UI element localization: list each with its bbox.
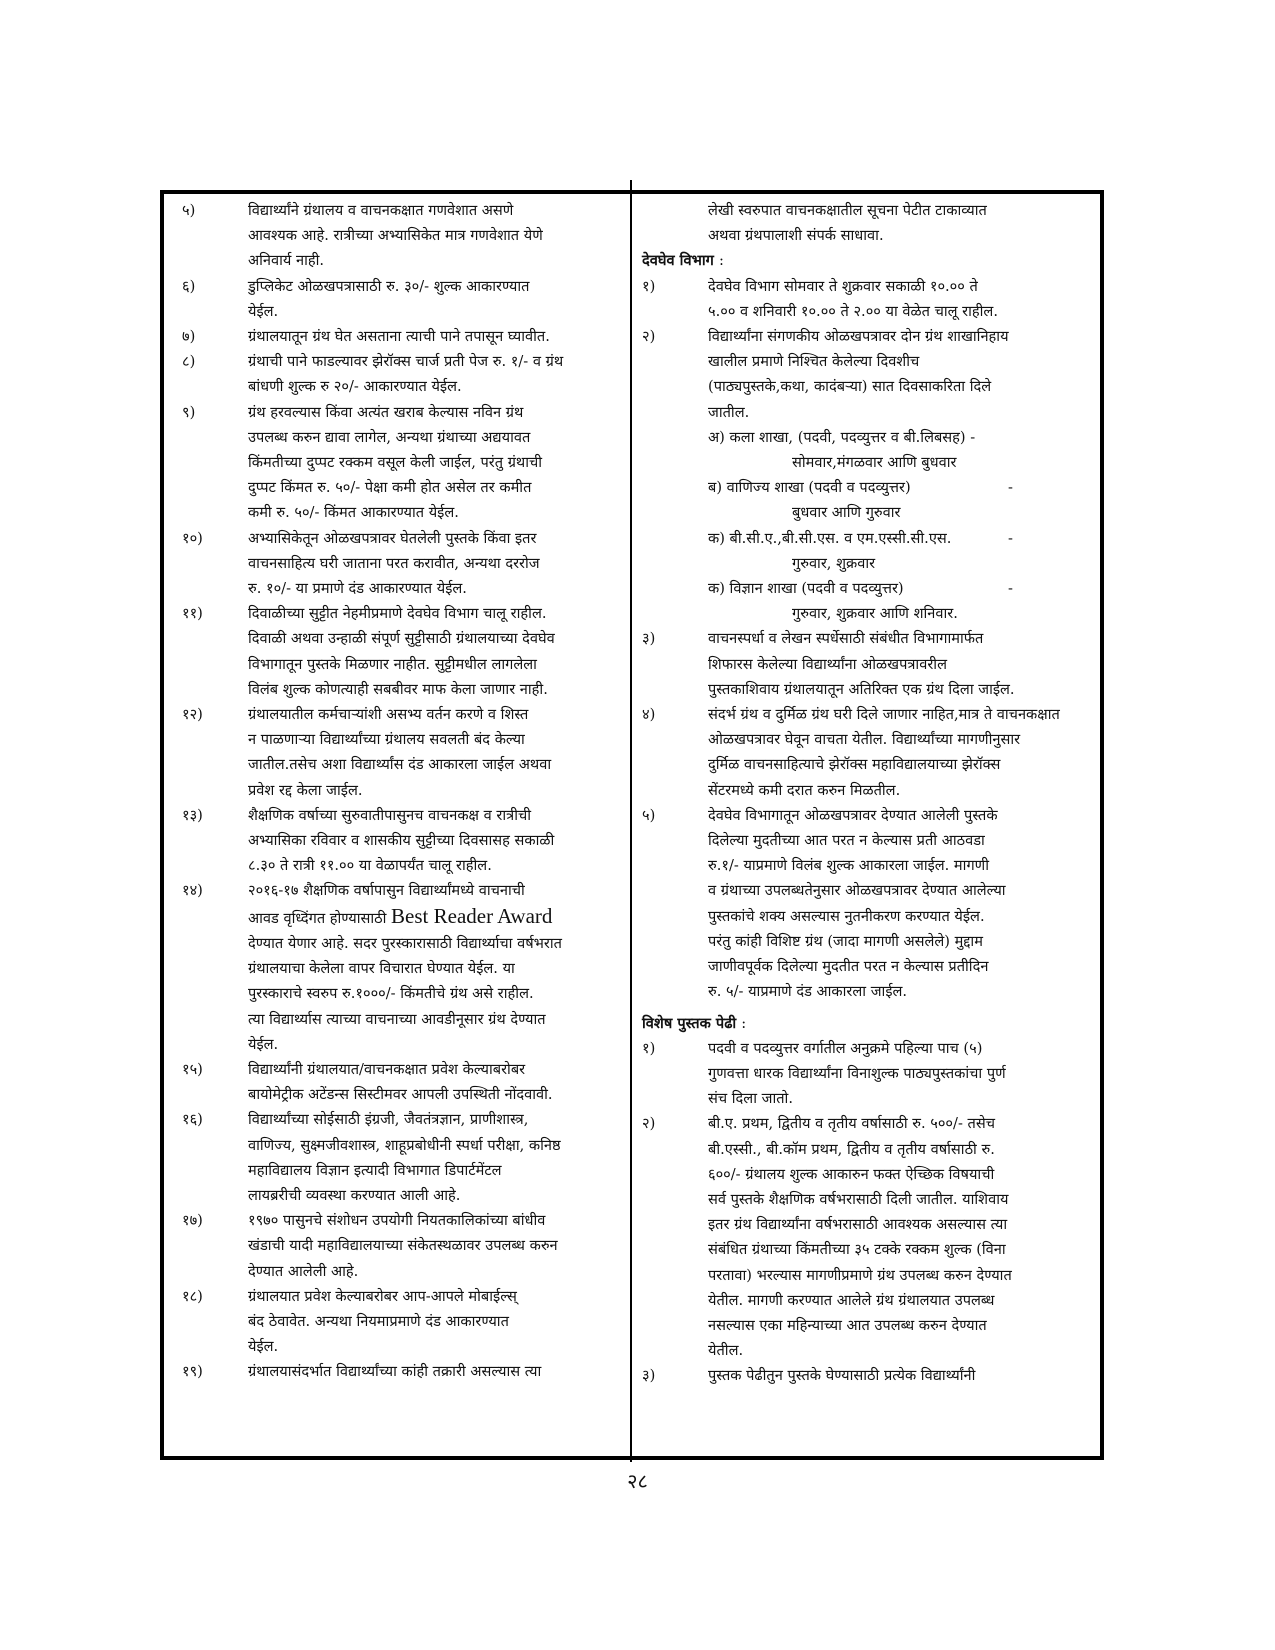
item-number: १४) (182, 882, 203, 900)
text-line: देण्यात आलेली आहे. (248, 1262, 359, 1280)
text-line: पुस्तकाशिवाय ग्रंथालयातून अतिरिक्त एक ग्रंथ दिला जाईल. (708, 680, 1015, 698)
text-line: विद्यार्थ्यांने ग्रंथालय व वाचनकक्षात गणवेशात असणे (248, 202, 514, 219)
sub-item-dash: - (1008, 529, 1013, 547)
text-line: १९७० पासुनचे संशोधन उपयोगी नियतकालिकांच्या बांधीव (248, 1212, 546, 1230)
item-text (708, 702, 1082, 803)
item-text (248, 324, 620, 349)
item-text (248, 803, 620, 879)
list-item (182, 702, 620, 803)
column-divider (630, 180, 632, 1462)
text-line: २०१६-१७ शैक्षणिक वर्षापासुन विद्यार्थ्यांमध्ये वाचनाची (248, 882, 525, 900)
text-line: दिवाळी अथवा उन्हाळी संपूर्ण सुट्टीसाठी ग्रंथालयाच्या देवघेव (248, 630, 555, 648)
text-line: डुप्लिकेट ओळखपत्रासाठी रु. ३०/- शुल्क आकारण्यात (248, 277, 530, 295)
text-line: जातील.तसेच अशा विद्यार्थ्यांस दंड आकारला जाईल अथवा (248, 756, 552, 774)
text-line: येतील. (708, 1342, 744, 1360)
text-line: ५.०० व शनिवारी १०.०० ते २.०० या वेळेत चालू राहील. (708, 302, 998, 320)
text-line: व ग्रंथाच्या उपलब्धतेनुसार ओळखपत्रावर देण्यात आलेल्या (708, 882, 1006, 900)
text-line: ग्रंथालयासंदर्भात विद्यार्थ्यांच्या कांही तक्रारी असल्यास त्या (248, 1363, 542, 1381)
text-line: न पाळणाऱ्या विद्यार्थ्यांच्या ग्रंथालय सवलती बंद केल्या (248, 731, 525, 749)
text-line: सर्व पुस्तके शैक्षणिक वर्षभरासाठी दिली जातील. याशिवाय (708, 1190, 1009, 1208)
sub-item (642, 475, 1082, 500)
list-item (182, 274, 620, 324)
item-text (248, 198, 620, 274)
text-line: संच दिला जातो. (708, 1090, 793, 1108)
text-line: ८.३० ते रात्री ११.०० या वेळापर्यंत चालू राहील. (248, 857, 492, 875)
item-text (248, 878, 620, 1056)
text-line: सेंटरमध्ये कमी दरात करुन मिळतील. (708, 781, 901, 799)
text-line: जातील. (708, 403, 750, 421)
text-line: लायब्ररीची व्यवस्था करण्यात आली आहे. (248, 1186, 461, 1204)
left-column (182, 198, 620, 1385)
item-number: ८) (182, 353, 196, 371)
sub-item-dash (1008, 425, 1028, 450)
list-item (182, 1208, 620, 1284)
text-line: दुप्पट किंमत रु. ५०/- पेक्षा कमी होत असेल तर कमीत (248, 479, 532, 497)
item-text (248, 1057, 620, 1107)
text-line: पुस्तक पेढीतुन पुस्तके घेण्यासाठी प्रत्येक विद्यार्थ्यांनी (708, 1367, 976, 1385)
text-line: उपलब्ध करुन द्यावा लागेल, अन्यथा ग्रंथाच्या अद्ययावत (248, 428, 531, 446)
item-text (708, 1036, 1082, 1112)
item-number: ६) (182, 277, 196, 295)
text-line: ग्रंथाची पाने फाडल्यावर झेरॉक्स चार्ज प्रती पेज रु. १/- व ग्रंथ (248, 353, 564, 371)
text-line: संदर्भ ग्रंथ व दुर्मिळ ग्रंथ घरी दिले जाणार नाहित,मात्र ते वाचनकक्षात (708, 706, 1060, 724)
item-number: १९) (182, 1363, 203, 1381)
item-text (248, 274, 620, 324)
text-line: खंडाची यादी महाविद्यालयाच्या संकेतस्थळावर उपलब्ध करुन (248, 1237, 558, 1255)
item-number: ५) (182, 202, 196, 219)
list-item (182, 1359, 620, 1384)
sub-item (642, 526, 1082, 551)
sub-item (642, 576, 1082, 601)
sub-item-label: ब) वाणिज्य शाखा (पदवी व पदव्युत्तर) (708, 479, 911, 497)
text-line: ग्रंथालयाचा केलेला वापर विचारात घेण्यात येईल. या (248, 960, 515, 978)
item-text (248, 400, 620, 526)
text-line: दिलेल्या मुदतीच्या आत परत न केल्यास प्रती आठवडा (708, 832, 985, 850)
text-line: ग्रंथ हरवल्यास किंवा अत्यंत खराब केल्यास नविन ग्रंथ (248, 403, 524, 421)
continuation-text (642, 198, 1082, 248)
item-text (248, 1208, 620, 1284)
list-item (182, 324, 620, 349)
award-prefix: आवड वृध्दिंगत होण्यासाठी (248, 909, 387, 927)
item-text (248, 1284, 620, 1360)
item-number: १६) (182, 1111, 203, 1129)
text-line: वाचनसाहित्य घरी जाताना परत करावीत, अन्यथा दररोज (248, 554, 540, 572)
section-title: देवघेव विभाग (642, 252, 714, 270)
item-number: ४) (642, 706, 656, 724)
item-number: १) (642, 1039, 656, 1057)
text-line: बी.ए. प्रथम, द्वितीय व तृतीय वर्षासाठी रु. ५००/- तसेच (708, 1115, 995, 1133)
text-line: वाणिज्य, सुक्ष्मजीवशास्त्र, शाहूप्रबोधीनी स्पर्धा परीक्षा, कनिष्ठ (248, 1136, 561, 1154)
list-item (182, 198, 620, 274)
sub-item-days: गुरुवार, शुक्रवार (792, 554, 876, 572)
section-heading-devghev (642, 248, 1082, 273)
text-line: पुस्तकांचे शक्य असल्यास नुतनीकरण करण्यात येईल. (708, 907, 985, 925)
text-line: नसल्यास एका महिन्याच्या आत उपलब्ध करुन देण्यात (708, 1316, 987, 1334)
item-number: १७) (182, 1212, 203, 1230)
list-item (642, 324, 1082, 425)
text-line: पुरस्काराचे स्वरुप रु.१०००/- किंमतीचे ग्रंथ असे राहील. (248, 985, 534, 1003)
text-line: संबंधित ग्रंथाच्या किंमतीच्या ३५ टक्के रक्कम शुल्क (विना (708, 1241, 1006, 1259)
text-line: इतर ग्रंथ विद्यार्थ्यांना वर्षभरासाठी आवश्यक असल्यास त्या (708, 1216, 1008, 1234)
item-text (708, 626, 1082, 702)
item-text (248, 349, 620, 399)
text-line: वाचनस्पर्धा व लेखन स्पर्धेसाठी संबंधीत विभागामार्फत (708, 630, 984, 648)
section-colon: : (718, 252, 724, 270)
text-line: रु. १०/- या प्रमाणे दंड आकारण्यात येईल. (248, 580, 467, 598)
text-line: येईल. (248, 1035, 279, 1053)
section-pustak-pedhi-items (642, 1036, 1082, 1389)
text-line: विद्यार्थ्यांनी ग्रंथालयात/वाचनकक्षात प्रवेश केल्याबरोबर (248, 1060, 526, 1078)
item-number: २) (642, 1115, 656, 1133)
text-line: प्रवेश रद्द केला जाईल. (248, 781, 363, 799)
text-line: ग्रंथालयातील कर्मचाऱ्यांशी असभ्य वर्तन करणे व शिस्त (248, 706, 529, 724)
text-line: येतील. मागणी करण्यात आलेले ग्रंथ ग्रंथालयात उपलब्ध (708, 1291, 995, 1309)
text-line: ग्रंथालयात प्रवेश केल्याबरोबर आप-आपले मोबाईल्स् (248, 1287, 517, 1305)
item-number: १८) (182, 1287, 203, 1305)
award-name: Best Reader Award (391, 903, 553, 928)
list-item (182, 349, 620, 399)
item-number: २) (642, 328, 656, 346)
text-line: अभ्यासिका रविवार व शासकीय सुट्टीच्या दिवसासह सकाळी (248, 832, 555, 850)
list-item (642, 1036, 1082, 1112)
text-line: आवश्यक आहे. रात्रीच्या अभ्यासिकेत मात्र गणवेशात येणे (248, 227, 543, 245)
item-number: १०) (182, 529, 203, 547)
text-line: शिफारस केलेल्या विद्यार्थ्यांना ओळखपत्रावरील (708, 655, 947, 673)
text-line: पदवी व पदव्युत्तर वर्गातील अनुक्रमे पहिल्या पाच (५) (708, 1039, 983, 1057)
list-item (182, 400, 620, 526)
right-column (642, 198, 1082, 1389)
item-text (248, 702, 620, 803)
sub-item-dash: - (1008, 479, 1013, 497)
item-text (708, 803, 1082, 1005)
item-number: ११) (182, 605, 203, 623)
item-number: ५) (642, 806, 656, 824)
text-line: बायोमेट्रीक अटेंडन्स सिस्टीमवर आपली उपस्थिती नोंदवावी. (248, 1086, 553, 1104)
text-line: ग्रंथालयातून ग्रंथ घेत असताना त्याची पाने तपासून घ्यावीत. (248, 328, 550, 346)
sub-item (642, 425, 1082, 450)
text-line: (पाठ्यपुस्तके,कथा, कादंबऱ्या) सात दिवसाकरिता दिले (708, 378, 992, 396)
sub-item-days: गुरुवार, शुक्रवार आणि शनिवार. (792, 605, 958, 623)
item-number: ७) (182, 328, 196, 346)
item-number: १२) (182, 706, 203, 724)
text-line: त्या विद्यार्थ्यास त्याच्या वाचनाच्या आवडीनूसार ग्रंथ देण्यात (248, 1010, 546, 1028)
text-line: विभागातून पुस्तके मिळणार नाहीत. सुट्टीमधील लागलेला (248, 655, 537, 673)
list-item (182, 1057, 620, 1107)
text-line: दिवाळीच्या सुट्टीत नेहमीप्रमाणे देवघेव विभाग चालू राहील. (248, 605, 547, 623)
list-item (182, 601, 620, 702)
list-item (182, 526, 620, 602)
text-line: देण्यात येणार आहे. सदर पुरस्कारासाठी विद्यार्थ्याचा वर्षभरात (248, 934, 562, 952)
text-line: देवघेव विभाग सोमवार ते शुक्रवार सकाळी १०.०० ते (708, 277, 978, 295)
sub-item-dash: - (1008, 580, 1013, 598)
sub-item-label: क) विज्ञान शाखा (पदवी व पदव्युत्तर) (708, 580, 904, 598)
text-line: ६००/- ग्रंथालय शुल्क आकारुन फक्त ऐच्छिक विषयाची (708, 1165, 995, 1183)
item-text (248, 601, 620, 702)
item-number: १५) (182, 1060, 203, 1078)
award-line (248, 904, 620, 931)
list-item (642, 274, 1082, 324)
text-line: बी.एस्सी., बी.कॉम प्रथम, द्वितीय व तृतीय वर्षासाठी रु. (708, 1140, 995, 1158)
item-text (248, 1107, 620, 1208)
text-line: खालील प्रमाणे निश्चित केलेल्या दिवशीच (708, 353, 920, 371)
sub-item-days: बुधवार आणि गुरुवार (792, 504, 901, 522)
section-devghev-items (642, 274, 1082, 1005)
list-item (642, 702, 1082, 803)
item-number: १) (642, 277, 656, 295)
list-item (182, 878, 620, 1056)
text-line: जाणीवपूर्वक दिलेल्या मुदतीत परत न केल्यास प्रतीदिन (708, 958, 989, 976)
list-item (642, 803, 1082, 1005)
list-item (642, 626, 1082, 702)
text-line: रु.१/- याप्रमाणे विलंब शुल्क आकारला जाईल. मागणी (708, 857, 989, 875)
text-line: येईल. (248, 1338, 279, 1356)
sub-item-days: सोमवार,मंगळवार आणि बुधवार (792, 454, 957, 472)
text-line: कमी रु. ५०/- किंमत आकारण्यात येईल. (248, 504, 459, 522)
item-text (248, 526, 620, 602)
section-title: विशेष पुस्तक पेढी (642, 1014, 737, 1032)
item-number: ३) (642, 1367, 656, 1385)
section-heading-pustak-pedhi (642, 1011, 1082, 1036)
text-line: गुणवत्ता धारक विद्यार्थ्यांना विनाशुल्क पाठ्यपुस्तकांचा पुर्ण (708, 1064, 1006, 1082)
sub-item-label: क) बी.सी.ए.,बी.सी.एस. व एम.एस्सी.सी.एस. (708, 529, 952, 547)
text-line: दुर्मिळ वाचनसाहित्याचे झेरॉक्स महाविद्यालयाच्या झेरॉक्स (708, 756, 1001, 774)
item-text (708, 324, 1082, 425)
list-item (182, 1284, 620, 1360)
page-number: २८ (627, 1469, 648, 1493)
section-colon: : (741, 1014, 747, 1032)
text-line: विलंब शुल्क कोणत्याही सबबीवर माफ केला जाणार नाही. (248, 680, 548, 698)
text-line: लेखी स्वरुपात वाचनकक्षातील सूचना पेटीत टाकाव्यात (708, 202, 987, 219)
text-line: विद्यार्थ्यांना संगणकीय ओळखपत्रावर दोन ग्रंथ शाखानिहाय (708, 328, 1009, 346)
text-line: परंतु कांही विशिष्ट ग्रंथ (जादा मागणी असलेले) मुद्दाम (708, 932, 983, 950)
item-text (708, 1363, 1082, 1388)
text-line: ओळखपत्रावर घेवून वाचता येतील. विद्यार्थ्यांच्या मागणीनुसार (708, 731, 1021, 749)
text-line: बांधणी शुल्क रु २०/- आकारण्यात येईल. (248, 378, 462, 396)
list-item (642, 1111, 1082, 1363)
text-line: परतावा) भरल्यास मागणीप्रमाणे ग्रंथ उपलब्ध करुन देण्यात (708, 1266, 1012, 1284)
text-line: शैक्षणिक वर्षाच्या सुरुवातीपासुनच वाचनकक्ष व रात्रीची (248, 806, 532, 824)
text-line: महाविद्यालय विज्ञान इत्यादी विभागात डिपार्टमेंटल (248, 1161, 502, 1179)
item-number: ३) (642, 630, 656, 648)
text-line: देवघेव विभागातून ओळखपत्रावर देण्यात आलेली पुस्तके (708, 806, 998, 824)
text-line: विद्यार्थ्यांच्या सोईसाठी इंग्रजी, जैवतंत्रज्ञान, प्राणीशास्त्र, (248, 1111, 529, 1129)
text-line: अनिवार्य नाही. (248, 252, 325, 270)
item-text (708, 274, 1082, 324)
list-item (642, 1363, 1082, 1388)
item-text (708, 1111, 1082, 1363)
text-line: अभ्यासिकेतून ओळखपत्रावर घेतलेली पुस्तके किंवा इतर (248, 529, 537, 547)
list-item (182, 803, 620, 879)
text-line: येईल. (248, 302, 279, 320)
list-item (182, 1107, 620, 1208)
text-line: बंद ठेवावेत. अन्यथा नियमाप्रमाणे दंड आकारण्यात (248, 1312, 509, 1330)
text-line: रु. ५/- याप्रमाणे दंड आकारला जाईल. (708, 983, 908, 1001)
item-number: ९) (182, 403, 196, 421)
item-number: १३) (182, 806, 203, 824)
item-text (248, 1359, 620, 1384)
text-line: अथवा ग्रंथपालाशी संपर्क साधावा. (708, 227, 884, 245)
sub-item-label: अ) कला शाखा, (पदवी, पदव्युत्तर व बी.लिबसह) - (708, 428, 976, 446)
text-line: किंमतीच्या दुप्पट रक्कम वसूल केली जाईल, परंतु ग्रंथाची (248, 454, 543, 472)
